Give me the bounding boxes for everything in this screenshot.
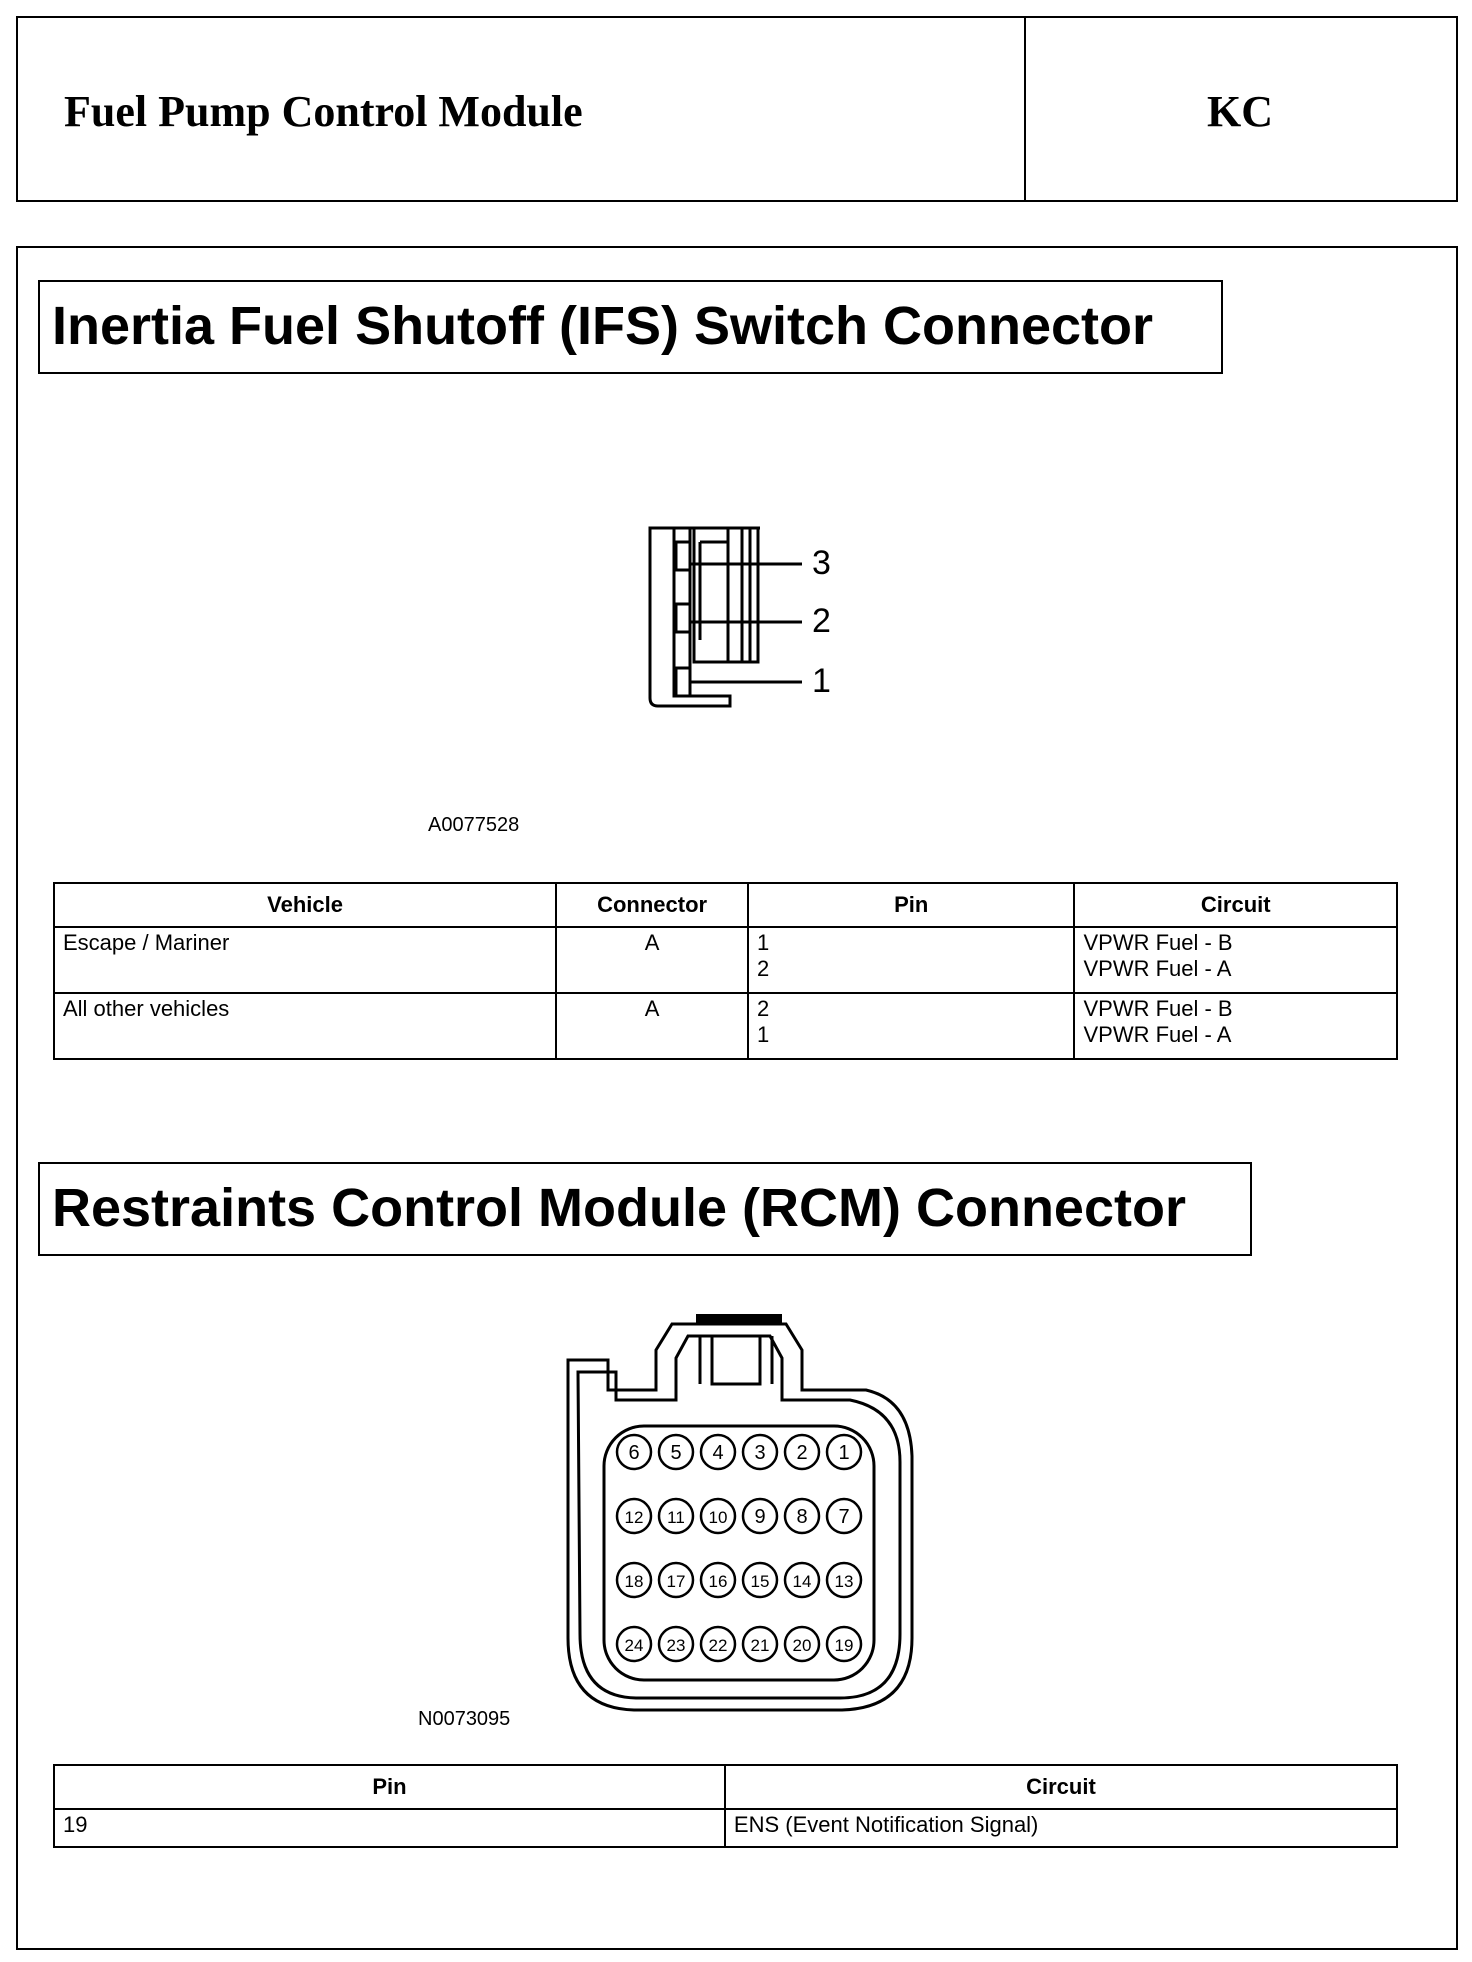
connector-cell: A [556,927,748,993]
rcm-pin-number: 22 [708,1636,728,1655]
vehicle-cell: Escape / Mariner [54,927,556,993]
column-header: Circuit [1074,883,1397,927]
ifs-pin-table [53,882,1398,1060]
column-header: Pin [748,883,1074,927]
rcm-pin-number: 20 [792,1636,812,1655]
column-header: Pin [54,1765,725,1809]
rcm-pin-number: 7 [838,1506,850,1528]
rcm-pin-number: 1 [838,1442,850,1464]
table-header-row [54,883,1397,927]
pin-cell: 2 1 [748,993,1074,1059]
connector-cell: A [556,993,748,1059]
rcm-pin-number: 19 [834,1636,854,1655]
rcm-pin-number: 16 [708,1572,728,1591]
ifs-connector-diagram [630,520,850,720]
rcm-connector-diagram [560,1306,920,1716]
column-header: Vehicle [54,883,556,927]
table-row [54,993,1397,1059]
circuit-cell: VPWR Fuel - B VPWR Fuel - A [1074,927,1397,993]
column-header: Connector [556,883,748,927]
rcm-pin-number: 14 [792,1572,812,1591]
column-header: Circuit [725,1765,1397,1809]
ifs-pin-label: 1 [812,662,831,700]
rcm-pin-number: 5 [670,1442,682,1464]
rcm-pin-number: 15 [750,1572,770,1591]
rcm-pin-number: 11 [667,1508,685,1527]
rcm-pin-number: 9 [754,1506,766,1528]
rcm-pin-number: 6 [628,1442,640,1464]
rcm-pin-number: 8 [796,1506,808,1528]
rcm-pin-number: 4 [712,1442,724,1464]
rcm-section-title: Restraints Control Module (RCM) Connector [38,1162,1252,1256]
rcm-pin-number: 21 [750,1636,770,1655]
rcm-pin-grid [617,1435,861,1661]
pin-cell: 19 [54,1809,725,1847]
ifs-figure-id: A0077528 [428,814,520,836]
rcm-pin-number: 2 [796,1442,808,1464]
pin-cell: 1 2 [748,927,1074,993]
module-code: KC [1207,87,1273,136]
table-row [54,1809,1397,1847]
vehicle-cell: All other vehicles [54,993,556,1059]
rcm-pin-table [53,1764,1398,1848]
rcm-pin-number: 10 [708,1508,728,1527]
rcm-pin-number: 24 [624,1636,644,1655]
rcm-pin-number: 18 [624,1572,644,1591]
rcm-pin-number: 3 [754,1442,766,1464]
circuit-cell: VPWR Fuel - B VPWR Fuel - A [1074,993,1397,1059]
page-header [16,16,1458,202]
ifs-pin-label: 2 [812,602,831,640]
rcm-pin-number: 17 [666,1572,686,1591]
rcm-pin-number: 13 [834,1572,854,1591]
rcm-pin-number: 23 [666,1636,686,1655]
ifs-section-title: Inertia Fuel Shutoff (IFS) Switch Connector [38,280,1223,374]
rcm-pin-number: 12 [624,1508,644,1527]
table-row [54,927,1397,993]
table-header-row [54,1765,1397,1809]
ifs-pin-label: 3 [812,544,831,582]
module-title: Fuel Pump Control Module [64,87,583,136]
rcm-figure-id: N0073095 [418,1708,511,1730]
circuit-cell: ENS (Event Notification Signal) [725,1809,1397,1847]
